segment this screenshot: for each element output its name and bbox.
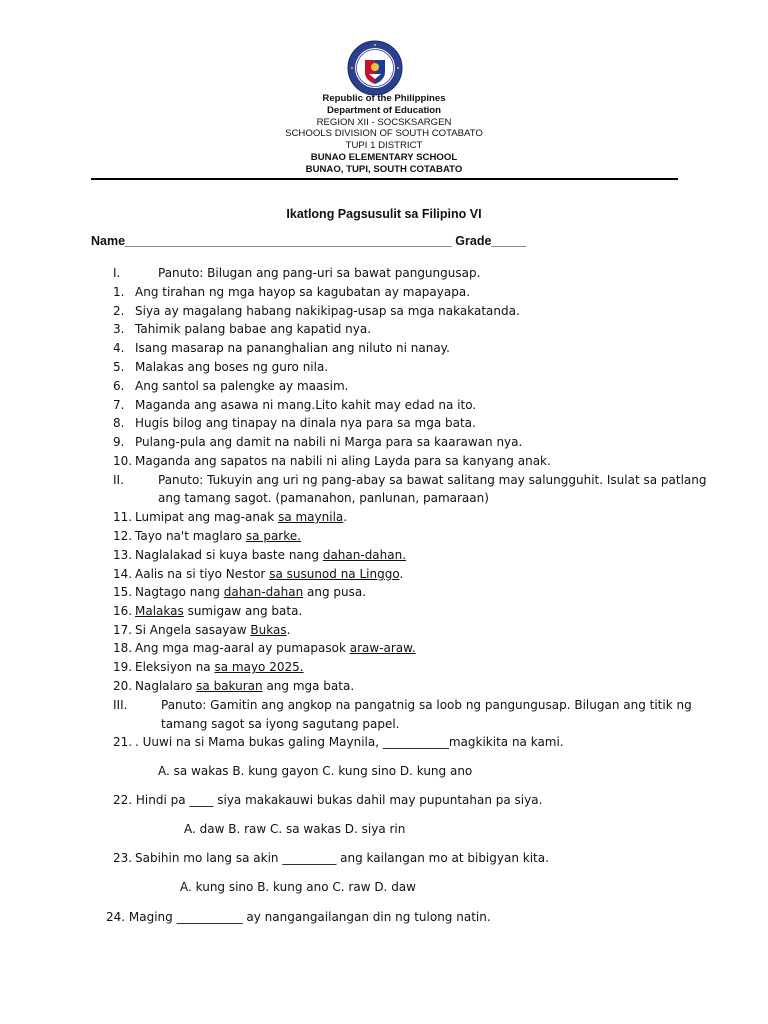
question-22-choices: A. daw B. raw C. sa wakas D. siya rin <box>184 822 406 836</box>
item-number: 1. <box>113 285 125 299</box>
header-republic: Republic of the Philippines <box>322 93 446 104</box>
list-item: Ang santol sa palengke ay maasim. <box>135 379 349 393</box>
grade-label: Grade <box>455 234 492 248</box>
grade-blank: _____ <box>491 234 527 248</box>
underlined-adverb: araw-araw. <box>349 641 416 655</box>
list-item: Pulang-pula ang damit na nabili ni Marga para sa kaarawan nya. <box>135 435 523 449</box>
part2-numeral: II. <box>113 473 124 487</box>
underlined-adverb: sa bakuran <box>196 679 263 693</box>
list-item: Tayo na't maglaro sa parke. <box>135 529 301 543</box>
item-number: 19. <box>113 660 133 674</box>
question-23: Sabihin mo lang sa akin _________ ang kailangan mo at bibigyan kita. <box>135 851 549 865</box>
list-item: Eleksiyon na sa mayo 2025. <box>135 660 304 674</box>
list-item: Malakas sumigaw ang bata. <box>135 604 303 618</box>
question-21: . Uuwi na si Mama bukas galing Maynila, ___________magkikita na kami. <box>135 735 564 749</box>
list-item: Ang mga mag-aaral ay pumapasok araw-araw. <box>135 641 416 655</box>
part2-instruction-line1: Panuto: Tukuyin ang uri ng pang-abay sa bawat salitang may salungguhit. Isulat sa patlang <box>158 473 707 487</box>
header-region: REGION XII - SOCSKSARGEN <box>316 117 452 128</box>
item-number: 17. <box>113 623 133 637</box>
header-address: BUNAO, TUPI, SOUTH COTABATO <box>305 164 463 175</box>
item-number: 2. <box>113 304 125 318</box>
question-22: 22. Hindi pa ____ siya makakauwi bukas dahil may pupuntahan pa siya. <box>113 793 543 807</box>
part1-instruction: Panuto: Bilugan ang pang-uri sa bawat pangungusap. <box>158 266 481 280</box>
item-number: 18. <box>113 641 133 655</box>
list-item: Isang masarap na pananghalian ang niluto ni nanay. <box>135 341 450 355</box>
list-item: Hugis bilog ang tinapay na dinala nya para sa mga bata. <box>135 416 476 430</box>
underlined-adverb: sa mayo 2025. <box>214 660 304 674</box>
part3-instruction-line1: Panuto: Gamitin ang angkop na pangatnig sa loob ng pangungusap. Bilugan ang titik ng <box>161 698 692 712</box>
list-item: Nagtago nang dahan-dahan ang pusa. <box>135 585 367 599</box>
header-school: BUNAO ELEMENTARY SCHOOL <box>310 152 458 163</box>
name-grade-line <box>91 234 526 248</box>
name-label: Name <box>91 234 126 248</box>
underlined-adverb: sa parke. <box>245 529 301 543</box>
list-item: Naglalaro sa bakuran ang mga bata. <box>135 679 355 693</box>
list-item: Naglalakad si kuya baste nang dahan-dahan. <box>135 548 407 562</box>
underlined-adverb: sa maynila <box>278 510 344 524</box>
item-number: 7. <box>113 398 125 412</box>
exam-title: Ikatlong Pagsusulit sa Filipino VI <box>286 207 482 221</box>
item-number: 14. <box>113 567 133 581</box>
list-item: Si Angela sasayaw Bukas. <box>135 623 291 637</box>
list-item: Tahimik palang babae ang kapatid nya. <box>135 322 372 336</box>
underlined-adverb: Bukas <box>250 623 287 637</box>
underlined-adverb: sa susunod na Linggo <box>269 567 400 581</box>
question-21-number: 21. <box>113 735 133 749</box>
list-item: Maganda ang sapatos na nabili ni aling Layda para sa kanyang anak. <box>135 454 551 468</box>
item-number: 6. <box>113 379 125 393</box>
question-24: 24. Maging ___________ ay nangangailangan din ng tulong natin. <box>106 910 491 924</box>
item-number: 5. <box>113 360 125 374</box>
underlined-adverb: dahan-dahan <box>223 585 304 599</box>
list-item: Ang tirahan ng mga hayop sa kagubatan ay mapayapa. <box>135 285 471 299</box>
deped-seal-logo <box>347 40 403 96</box>
header-divider <box>91 178 678 180</box>
item-number: 8. <box>113 416 125 430</box>
item-number: 15. <box>113 585 133 599</box>
header-division: SCHOOLS DIVISION OF SOUTH COTABATO <box>285 128 483 139</box>
list-item: Maganda ang asawa ni mang.Lito kahit may edad na ito. <box>135 398 477 412</box>
part3-numeral: III. <box>113 698 128 712</box>
name-blank: _______________________________________________ <box>125 234 452 248</box>
item-number: 20. <box>113 679 133 693</box>
question-23-choices: A. kung sino B. kung ano C. raw D. daw <box>180 880 416 894</box>
list-item: Aalis na si tiyo Nestor sa susunod na Linggo. <box>135 567 404 581</box>
item-number: 10. <box>113 454 133 468</box>
underlined-adverb: dahan-dahan. <box>322 548 407 562</box>
item-number: 4. <box>113 341 125 355</box>
item-number: 9. <box>113 435 125 449</box>
list-item: Malakas ang boses ng guro nila. <box>135 360 329 374</box>
item-number: 11. <box>113 510 133 524</box>
question-21-choices: A. sa wakas B. kung gayon C. kung sino D. kung ano <box>158 764 473 778</box>
list-item: Siya ay magalang habang nakikipag-usap sa mga nakakatanda. <box>135 304 520 318</box>
item-number: 12. <box>113 529 133 543</box>
item-number: 16. <box>113 604 133 618</box>
list-item: Lumipat ang mag-anak sa maynila. <box>135 510 348 524</box>
underlined-adverb: Malakas <box>135 604 184 618</box>
part1-numeral: I. <box>113 266 121 280</box>
item-number: 13. <box>113 548 133 562</box>
part3-instruction-line2: tamang sagot sa iyong sagutang papel. <box>161 717 400 731</box>
question-23-number: 23. <box>113 851 133 865</box>
header-district: TUPI 1 DISTRICT <box>345 140 423 151</box>
item-number: 3. <box>113 322 125 336</box>
header-department: Department of Education <box>326 105 442 116</box>
part2-instruction-line2: ang tamang sagot. (pamanahon, panlunan, pamaraan) <box>158 491 489 505</box>
